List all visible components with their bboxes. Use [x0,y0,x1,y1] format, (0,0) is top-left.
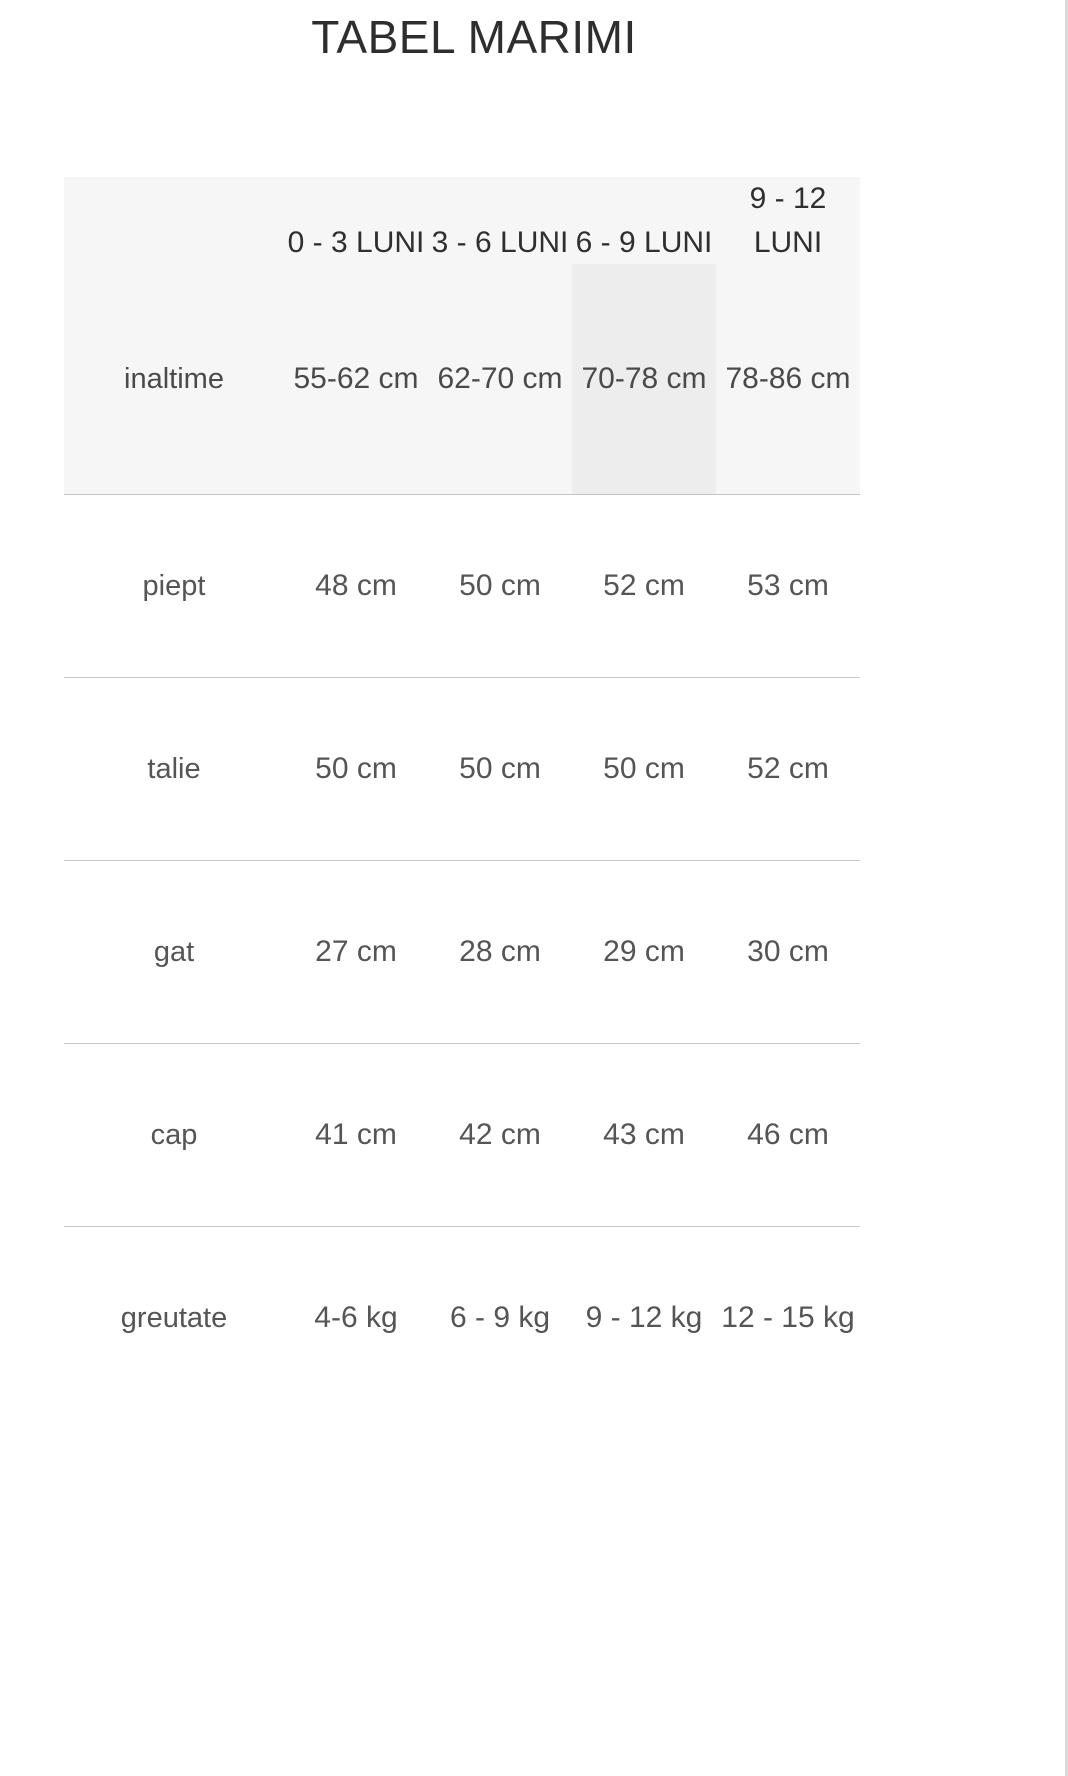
table-row [64,264,860,495]
cell-greutate-1: 6 - 9 kg [428,1227,572,1410]
row-label-gat: gat [64,861,284,1044]
table-row [64,1044,860,1227]
size-table [64,177,860,1409]
cell-talie-2: 50 cm [572,678,716,861]
cell-gat-2: 29 cm [572,861,716,1044]
cell-inaltime-1: 62-70 cm [428,264,572,495]
page-title: TABEL MARIMI [311,11,637,63]
cell-cap-0: 41 cm [284,1044,428,1227]
column-header-0: 0 - 3 LUNI [284,177,428,264]
size-table-container [0,177,1068,1409]
table-row [64,861,860,1044]
cell-cap-3: 46 cm [716,1044,860,1227]
table-row [64,1227,860,1410]
cell-talie-3: 52 cm [716,678,860,861]
cell-piept-2: 52 cm [572,495,716,678]
table-row [64,495,860,678]
column-header-1: 3 - 6 LUNI [428,177,572,264]
cell-greutate-2: 9 - 12 kg [572,1227,716,1410]
cell-piept-3: 53 cm [716,495,860,678]
cell-gat-1: 28 cm [428,861,572,1044]
cell-talie-0: 50 cm [284,678,428,861]
cell-cap-2: 43 cm [572,1044,716,1227]
row-label-cap: cap [64,1044,284,1227]
cell-gat-0: 27 cm [284,861,428,1044]
cell-inaltime-3: 78-86 cm [716,264,860,495]
row-label-piept: piept [64,495,284,678]
cell-greutate-0: 4-6 kg [284,1227,428,1410]
cell-inaltime-0: 55-62 cm [284,264,428,495]
row-label-greutate: greutate [64,1227,284,1410]
table-header-row [64,177,860,264]
cell-piept-0: 48 cm [284,495,428,678]
table-row [64,678,860,861]
cell-piept-1: 50 cm [428,495,572,678]
column-header-2: 6 - 9 LUNI [572,177,716,264]
table-corner-cell [64,177,284,264]
column-header-3: 9 - 12 LUNI [716,177,860,264]
cell-gat-3: 30 cm [716,861,860,1044]
cell-talie-1: 50 cm [428,678,572,861]
row-label-inaltime: inaltime [64,264,284,495]
cell-inaltime-2: 70-78 cm [572,264,716,495]
cell-cap-1: 42 cm [428,1044,572,1227]
cell-greutate-3: 12 - 15 kg [716,1227,860,1410]
row-label-talie: talie [64,678,284,861]
